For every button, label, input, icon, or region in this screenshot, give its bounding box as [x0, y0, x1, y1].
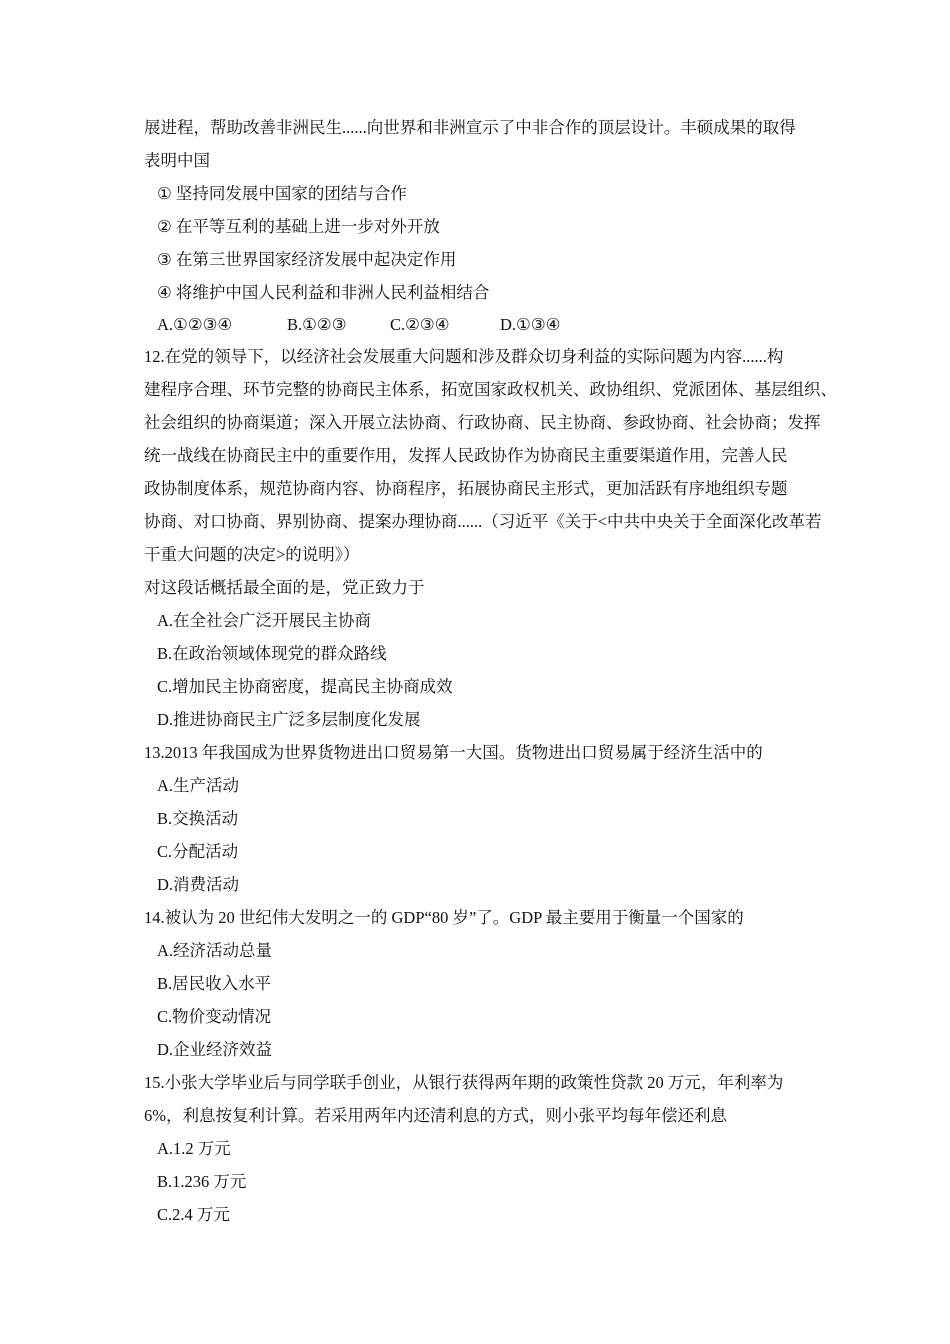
stem-line: 统一战线在协商民主中的重要作用，发挥人民政协作为协商民主重要渠道作用，完善人民 — [144, 446, 788, 465]
option-a: A.在全社会广泛开展民主协商 — [157, 611, 372, 630]
stem-line: 建程序合理、环节完整的协商民主体系，拓宽国家政权机关、政协组织、党派团体、基层组织、 — [144, 380, 837, 399]
option-c: C.增加民主协商密度，提高民主协商成效 — [157, 677, 453, 696]
question-13 — [144, 736, 824, 901]
stem-line: 协商、对口协商、界别协商、提案办理协商......（习近平《关于<中共中央关于全面深化改革若 — [144, 512, 822, 531]
option-b: B.1.236 万元 — [157, 1172, 247, 1191]
stem-line: 表明中国 — [144, 151, 210, 170]
option-c: C.2.4 万元 — [157, 1205, 230, 1224]
stem-line: 12.在党的领导下，以经济社会发展重大问题和涉及群众切身利益的实际问题为内容......构 — [144, 347, 784, 366]
question-15 — [144, 1066, 824, 1231]
stem-line: 干重大问题的决定>的说明》） — [144, 545, 360, 564]
option-a: A.1.2 万元 — [157, 1139, 231, 1158]
answer-options — [144, 309, 824, 340]
option-d: D.①③④ — [500, 315, 561, 334]
statement-item: ② 在平等互利的基础上进一步对外开放 — [157, 217, 440, 236]
stem-line: 对这段话概括最全面的是，党正致力于 — [144, 578, 425, 597]
option-d: D.企业经济效益 — [157, 1040, 273, 1059]
statement-item: ③ 在第三世界国家经济发展中起决定作用 — [157, 250, 457, 269]
statement-item: ① 坚持同发展中国家的团结与合作 — [157, 184, 407, 203]
option-b: B.交换活动 — [157, 809, 239, 828]
option-c: C.分配活动 — [157, 842, 239, 861]
document-page — [144, 111, 837, 1231]
stem-line: 14.被认为 20 世纪伟大发明之一的 GDP“80 岁”了。GDP 最主要用于衡量一个国家的 — [144, 908, 744, 927]
stem-line: 13.2013 年我国成为世界货物进出口贸易第一大国。货物进出口贸易属于经济生活中的 — [144, 743, 763, 762]
option-a: A.①②③④ — [157, 315, 233, 334]
stem-line: 政协制度体系，规范协商内容、协商程序，拓展协商民主形式，更加活跃有序地组织专题 — [144, 479, 788, 498]
option-b: B.居民收入水平 — [157, 974, 272, 993]
stem-line: 15.小张大学毕业后与同学联手创业，从银行获得两年期的政策性贷款 20 万元，年利率为 — [144, 1073, 784, 1092]
option-b: B.①②③ — [287, 315, 347, 334]
question-11-tail — [144, 111, 824, 340]
option-d: D.消费活动 — [157, 875, 240, 894]
statement-item: ④ 将维护中国人民利益和非洲人民利益相结合 — [157, 283, 490, 302]
option-d: D.推进协商民主广泛多层制度化发展 — [157, 710, 421, 729]
option-c: C.物价变动情况 — [157, 1007, 272, 1026]
stem-line: 社会组织的协商渠道；深入开展立法协商、行政协商、民主协商、参政协商、社会协商；发挥 — [144, 413, 821, 432]
stem-line: 展进程，帮助改善非洲民生......向世界和非洲宣示了中非合作的顶层设计。丰硕成果的取得 — [144, 118, 796, 137]
option-a: A.经济活动总量 — [157, 941, 273, 960]
question-14 — [144, 901, 824, 1066]
option-a: A.生产活动 — [157, 776, 240, 795]
option-c: C.②③④ — [390, 315, 450, 334]
question-12 — [144, 340, 837, 736]
option-b: B.在政治领域体现党的群众路线 — [157, 644, 387, 663]
stem-line: 6%，利息按复利计算。若采用两年内还清利息的方式，则小张平均每年偿还利息 — [144, 1106, 727, 1125]
